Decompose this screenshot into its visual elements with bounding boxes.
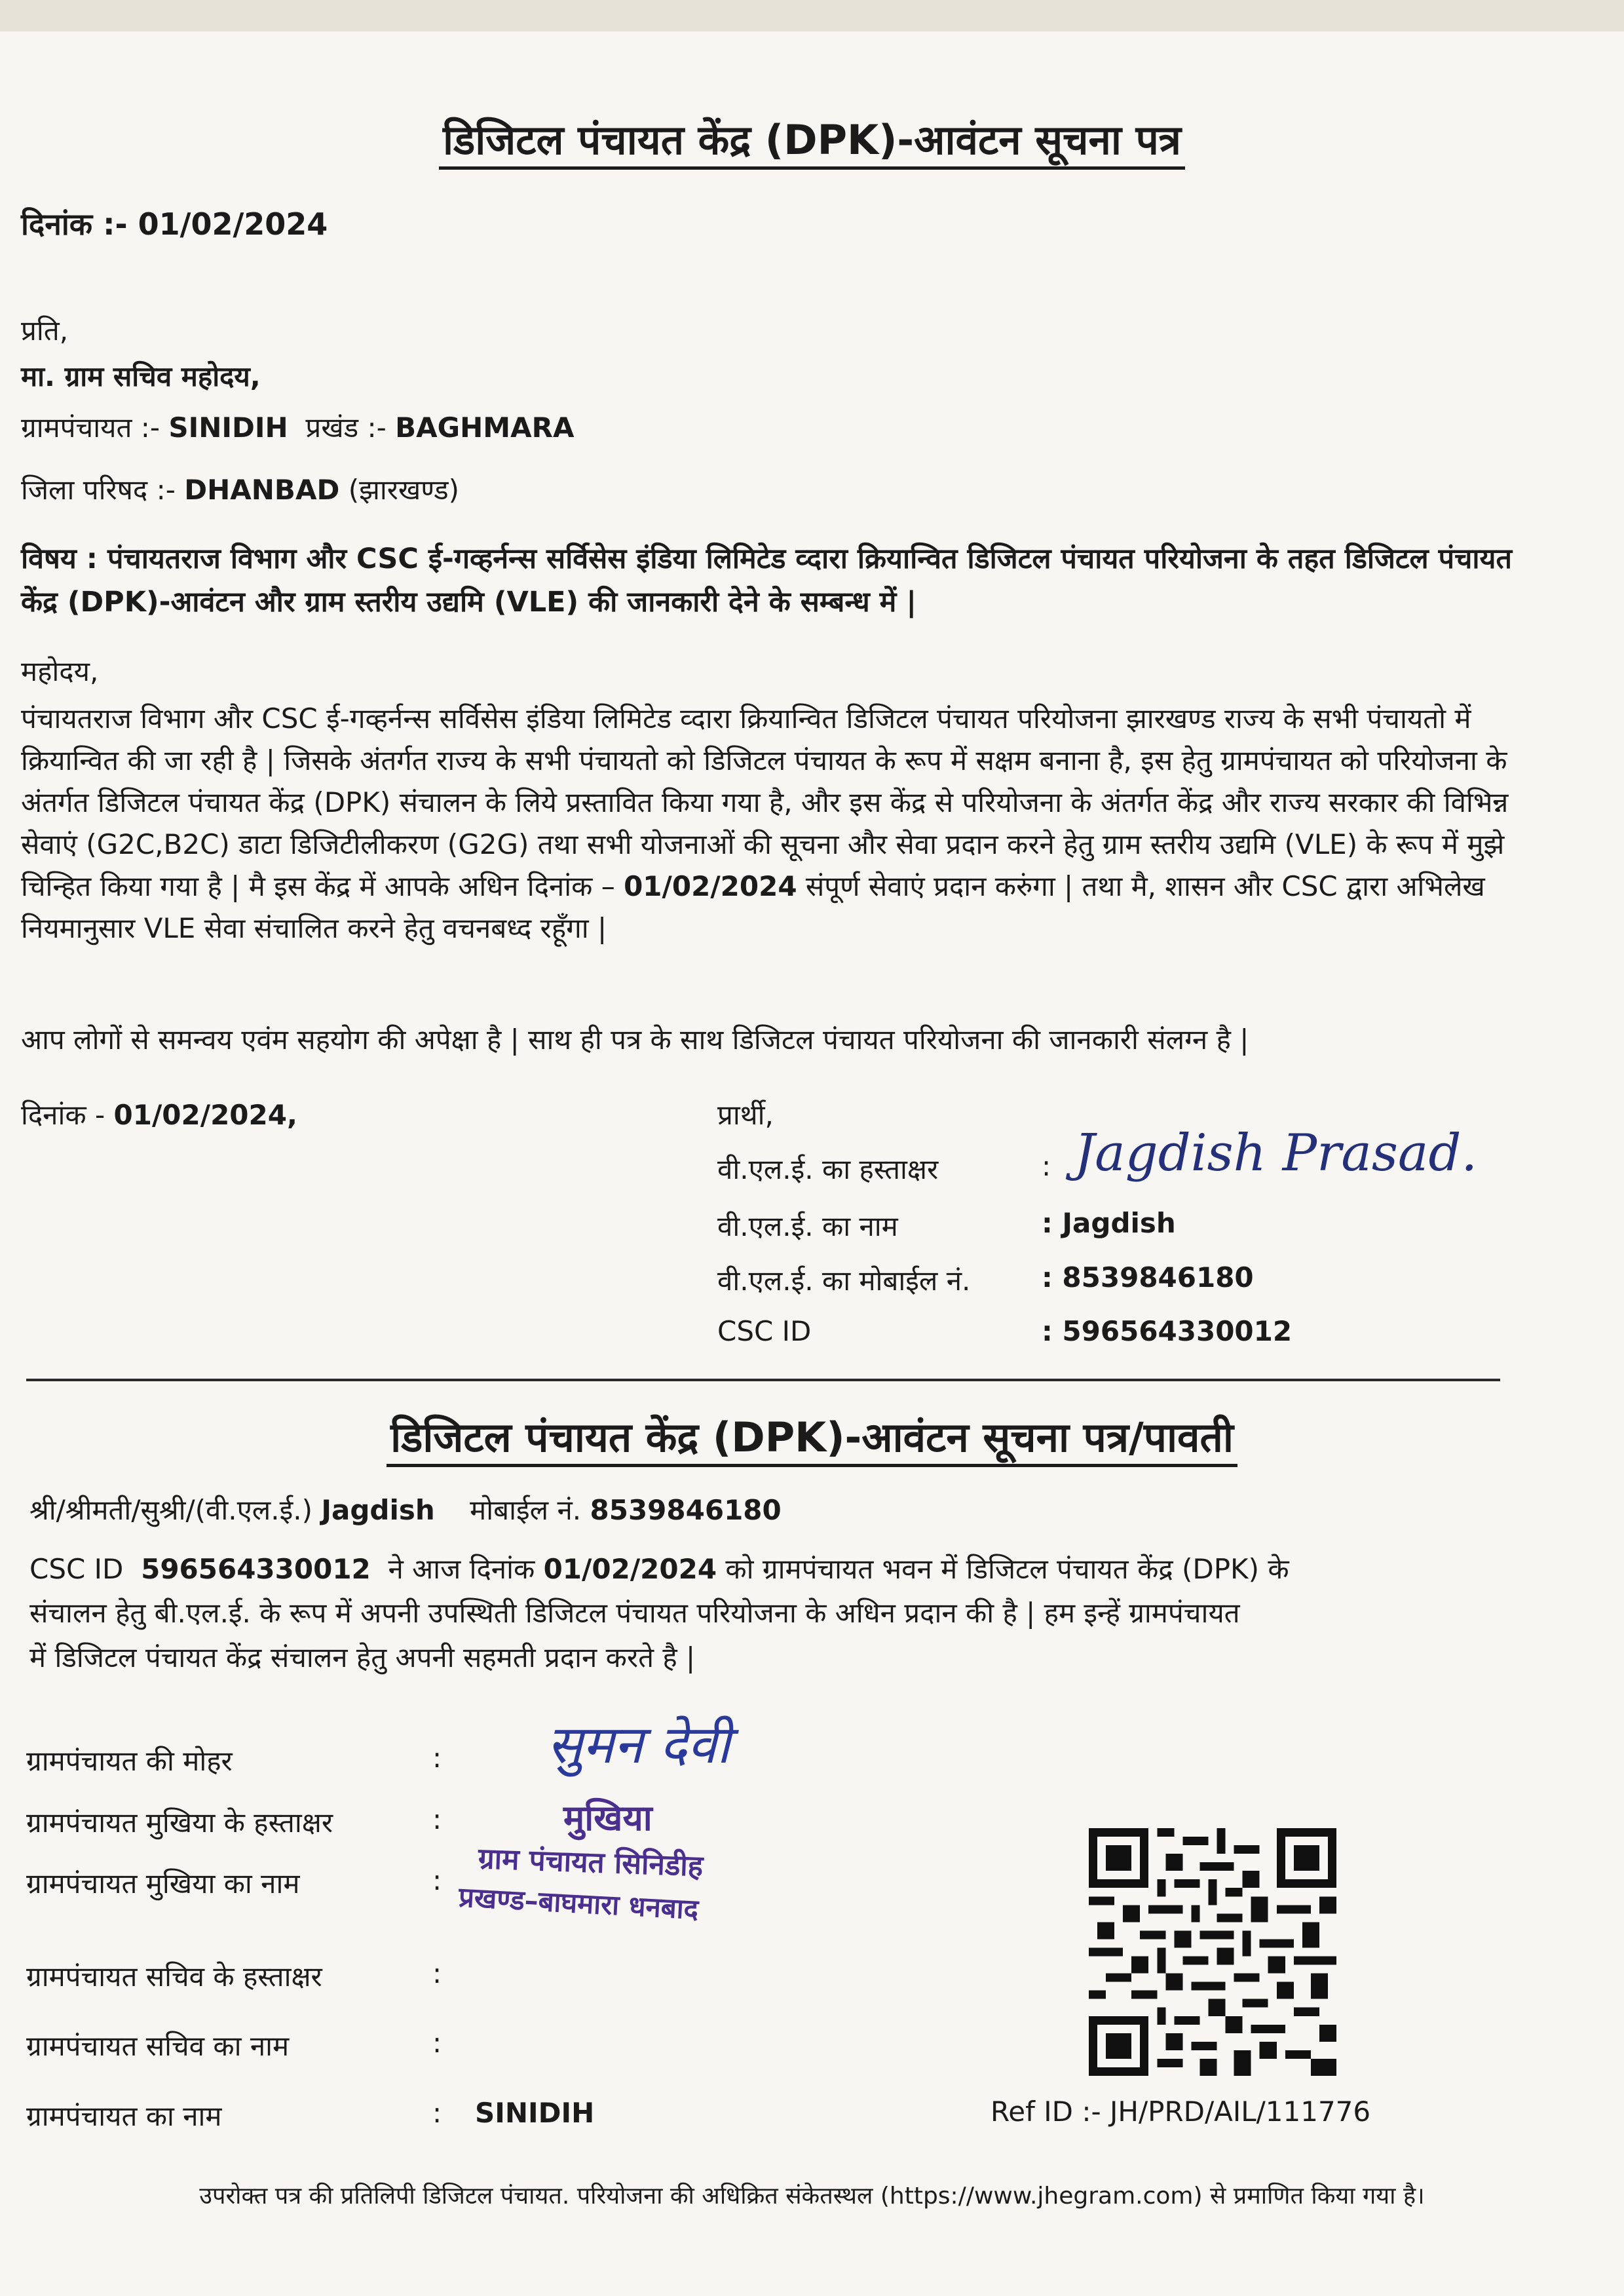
sign-date-value: 01/02/2024,	[113, 1099, 297, 1131]
field-label-sachiv-sign: ग्रामपंचायत सचिव के हस्ताक्षर	[26, 1961, 322, 1993]
colon: :	[1042, 1261, 1053, 1293]
prati-text: प्रति,	[21, 315, 69, 347]
receipt-text-a: ने आज दिनांक	[388, 1553, 535, 1585]
receipt-name-line	[29, 1491, 782, 1528]
vle-mobile-value: 8539846180	[1062, 1261, 1254, 1293]
colon: :	[432, 1957, 442, 1989]
colon: :	[432, 1803, 442, 1835]
receipt-name: Jagdish	[321, 1494, 435, 1526]
colon: :	[432, 1742, 442, 1774]
sign-date-label: दिनांक -	[21, 1099, 105, 1131]
stamp-title: मुखिया	[563, 1797, 652, 1839]
receipt-date: 01/02/2024	[543, 1553, 717, 1585]
body-date: 01/02/2024	[624, 870, 797, 902]
colon: :	[1042, 1207, 1053, 1239]
prarthi-label: प्रार्थी,	[717, 1099, 774, 1131]
colon: :	[1042, 1315, 1053, 1347]
gram-panchayat-line	[21, 408, 574, 446]
receipt-csc-label: CSC ID	[29, 1553, 124, 1585]
receipt-line-3: में डिजिटल पंचायत केंद्र संचालन हेतु अपनी सहमती प्रदान करते है |	[29, 1641, 696, 1674]
zila-value: DHANBAD	[184, 474, 340, 506]
vle-name	[1042, 1207, 1176, 1239]
body-part-1: पंचायतराज विभाग और CSC ई-गव्हर्नन्स सर्विसेस इंडिया लिमिटेड व्दारा क्रियान्वित डिजिटल पंचायत परियोजना झारखण्ड राज्य के सभी पंचायतो में क्रियान्वित की जा रही है | जिसके अंतर्गत राज्य के सभी पंचायतो को डिजिटल पंचायत के रूप में सक्षम बनाना है, इस हेतु ग्रामपंचायत को परियोजना के अंतर्गत डिजिटल पंचायत केंद्र (DPK) संचालन के लिये प्रस्तावित किया गया है, और इस केंद्र से परियोजना के अंतर्गत केंद्र और राज्य सरकार की विभिन्न सेवाएं (G2C,B2C) डाटा डिजिटीलीकरण (G2G) तथा सभी योजनाओं की सूचना और सेवा प्रदान करने हेतु ग्राम स्तरीय उद्यमि (VLE) के रूप में मुझे चिन्हित किया गया है | मै इस केंद्र में आपके अधिन दिनांक –	[21, 702, 1509, 902]
footer-note: उपरोक्त पत्र की प्रतिलिपी डिजिटल पंचायत. परियोजना की अधिक्रित संकेतस्थल (https://www.jhegram.com) से प्रमाणित किया गया है।	[199, 2183, 1425, 2210]
field-label-mukhiya-name: ग्रामपंचायत मुखिया का नाम	[26, 1867, 300, 1900]
vle-name-value: Jagdish	[1062, 1207, 1176, 1239]
field-label-sachiv-name: ग्रामपंचायत सचिव का नाम	[26, 2030, 290, 2062]
letter-subject: विषय : पंचायतराज विभाग और CSC ई-गव्हर्नन्स सर्विसेस इंडिया लिमिटेड व्दारा क्रियान्वित डिजिटल पंचायत परियोजना के तहत डिजिटल पंचायत केंद्र (DPK)-आवंटन और ग्राम स्तरीय उद्यमि (VLE) की जानकारी देने के सम्बन्ध में |	[21, 543, 1512, 619]
csc-id-value: 596564330012	[1062, 1315, 1293, 1347]
receipt-line-2: संचालन हेतु बी.एल.ई. के रूप में अपनी उपस्थिती डिजिटल पंचायत परियोजना के अधिन प्रदान की है | हम इन्हें ग्रामपंचायत	[29, 1597, 1240, 1629]
vle-mobile-label: वी.एल.ई. का मोबाईल नं.	[717, 1265, 971, 1297]
vle-signature-label: वी.एल.ई. का हस्ताक्षर	[717, 1153, 939, 1185]
zila-line	[21, 470, 459, 508]
date-label: दिनांक :-	[21, 206, 128, 242]
page-title	[0, 111, 1624, 166]
stamp-panchayat: ग्राम पंचायत सिनिडीह	[478, 1842, 704, 1883]
stamp-prakhand: प्रखण्ड–बाघमारा धनबाद	[457, 1881, 700, 1926]
field-label-panchayat-name: ग्रामपंचायत का नाम	[26, 2100, 222, 2132]
ref-id: Ref ID :- JH/PRD/AIL/111776	[991, 2095, 1371, 2128]
colon: :	[432, 2097, 442, 2129]
colon: :	[432, 2027, 442, 2059]
panchayat-name-value: SINIDIH	[475, 2097, 595, 2129]
gram-panchayat-label: ग्रामपंचायत :-	[21, 411, 161, 444]
field-label-mukhiya-sign: ग्रामपंचायत मुखिया के हस्ताक्षर	[26, 1807, 333, 1839]
letter-body	[21, 698, 1528, 949]
name-prefix: श्री/श्रीमती/सुश्री/(वी.एल.ई.)	[29, 1494, 312, 1526]
prakhand-label: प्रखंड :-	[305, 411, 387, 444]
receipt-title	[0, 1409, 1624, 1464]
colon: :	[432, 1864, 442, 1896]
state-value: (झारखण्ड)	[348, 474, 460, 506]
csc-id-label: CSC ID	[717, 1315, 812, 1347]
field-label-mohar: ग्रामपंचायत की मोहर	[26, 1745, 233, 1777]
colon: :	[1042, 1150, 1051, 1182]
section-divider	[26, 1379, 1500, 1381]
letter-date	[21, 203, 328, 244]
mukhiya-signature: सुमन देवी	[547, 1714, 730, 1775]
csc-id	[1042, 1315, 1292, 1347]
body-part-2: संपूर्ण सेवाएं प्रदान करुंगा | तथा मै, शासन और CSC द्वारा अभिलेख नियमानुसार VLE सेवा संचालित करने हेतु वचनबध्द रहूँगा |	[21, 870, 1485, 944]
addressee: मा. ग्राम सचिव महोदय,	[21, 360, 261, 392]
sign-date	[21, 1096, 297, 1133]
receipt-mobile: 8539846180	[590, 1494, 782, 1526]
date-value: 01/02/2024	[138, 206, 328, 242]
vle-mobile	[1042, 1261, 1254, 1293]
closing-paragraph: आप लोगों से समन्वय एवंम सहयोग की अपेक्षा है | साथ ही पत्र के साथ डिजिटल पंचायत परियोजना की जानकारी संलग्न है |	[21, 1024, 1249, 1056]
receipt-mobile-label: मोबाईल नं.	[470, 1494, 582, 1526]
receipt-title-text: डिजिटल पंचायत केंद्र (DPK)-आवंटन सूचना पत्र/पावती	[387, 1413, 1237, 1467]
salutation: महोदय,	[21, 655, 99, 687]
page-title-text: डिजिटल पंचायत केंद्र (DPK)-आवंटन सूचना पत्र	[439, 116, 1185, 170]
scan-edge	[0, 0, 1624, 31]
zila-label: जिला परिषद :-	[21, 474, 176, 506]
vle-signature: Jagdish Prasad.	[1074, 1124, 1478, 1183]
vle-name-label: वी.एल.ई. का नाम	[717, 1210, 898, 1242]
receipt-csc-id: 596564330012	[141, 1553, 371, 1585]
receipt-line-1	[29, 1550, 1289, 1587]
prakhand-value: BAGHMARA	[395, 411, 575, 444]
gram-panchayat-value: SINIDIH	[168, 411, 288, 444]
qr-code-icon	[1089, 1828, 1336, 2076]
receipt-text-b: को ग्रामपंचायत भवन में डिजिटल पंचायत केंद्र (DPK) के	[725, 1553, 1289, 1585]
